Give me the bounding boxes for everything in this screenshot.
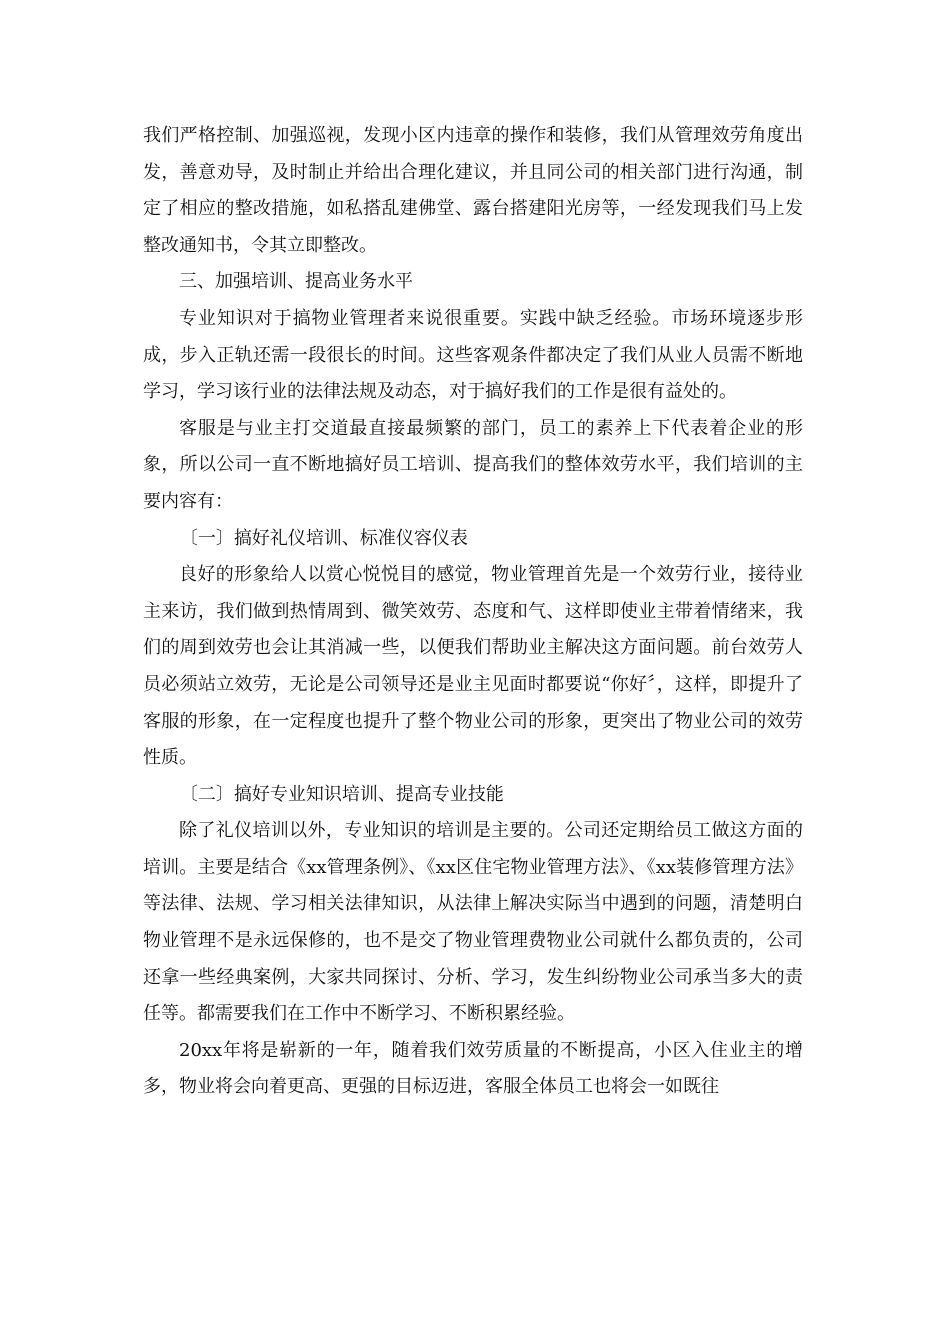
paragraph-continuation: 我们严格控制、加强巡视，发现小区内违章的操作和装修，我们从管理效劳角度出发，善意劝导，及时制止并给出合理化建议，并且同公司的相关部门进行沟通，制定了相应的整改措施，如私搭乱建佛堂、露台搭建阳光房等，一经发现我们马上发整改通知书，令其立即整改。 (143, 125, 803, 256)
paragraph-customer-service: 客服是与业主打交道最直接最频繁的部门，员工的素养上下代表着企业的形象，所以公司一直不断地搞好员工培训、提高我们的整体效劳水平，我们培训的主要内容有： (143, 417, 803, 512)
subheading-etiquette: 〔一〕搞好礼仪培训、标准仪容仪表 (179, 527, 468, 549)
paragraph-etiquette: 良好的形象给人以赏心悦悦目的感觉，物业管理首先是一个效劳行业，接待业主来访，我们做到热情周到、微笑效劳、态度和气、这样即使业主带着情绪来，我们的周到效劳也会让其消减一些，以便我们帮助业主解决这方面问题。前台效劳人员必须站立效劳，无论是公司领导还是业主见面时都要说“你好〞，这样，即提升了客服的形象，在一定程度也提升了整个物业公司的形象，更突出了物业公司的效劳性质。 (143, 564, 803, 769)
paragraph-professional-knowledge: 专业知识对于搞物业管理者来说很重要。实践中缺乏经验。市场环境逐步形成，步入正轨还需一段很长的时间。这些客观条件都决定了我们从业人员需不断地学习，学习该行业的法律法规及动态，对于搞好我们的工作是很有益处的。 (143, 307, 803, 403)
section-heading-training: 三、加强培训、提高业务水平 (179, 271, 413, 293)
subheading-professional-skills: 〔二〕搞好专业知识培训、提高专业技能 (179, 783, 504, 805)
document-page (143, 118, 803, 1106)
paragraph-professional-skills: 除了礼仪培训以外，专业知识的培训是主要的。公司还定期给员工做这方面的培训。主要是结合《xx管理条例》、《xx区住宅物业管理方法》、《xx装修管理方法》等法律、法规、学习相关法律知识，从法律上解决实际当中遇到的问题，清楚明白物业管理不是永远保修的，也不是交了物业管理费物业公司就什么都负责的，公司还拿一些经典案例，大家共同探讨、分析、学习，发生纠纷物业公司承当多大的责任等。都需要我们在工作中不断学习、不断积累经验。 (143, 820, 803, 1025)
paragraph-new-year: 20xx年将是崭新的一年，随着我们效劳质量的不断提高，小区入住业主的增多，物业将会向着更高、更强的目标迈进，客服全体员工也将会一如既往 (143, 1039, 803, 1098)
